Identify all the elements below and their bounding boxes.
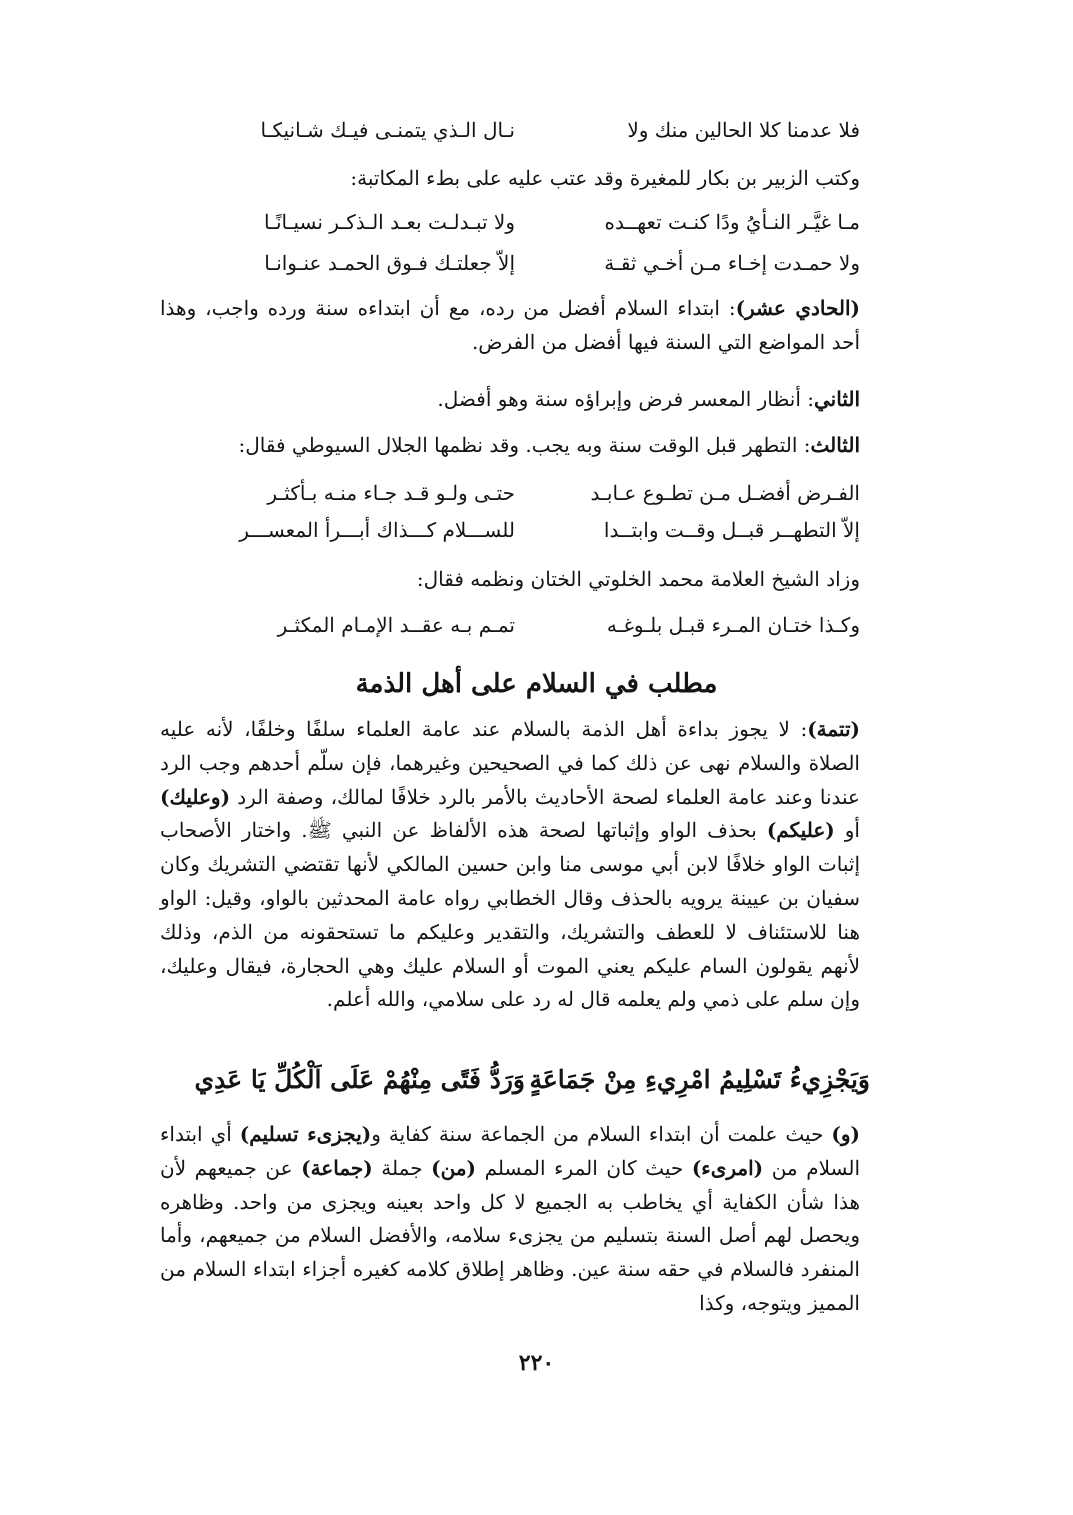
paragraph-text: أو bbox=[834, 818, 860, 843]
paragraph-text: : أنظار المعسر فرض وإبراؤه سنة وهو أفضل. bbox=[437, 387, 814, 411]
term-bold: (امرىء) bbox=[691, 1155, 764, 1180]
paragraph-text: جملة bbox=[372, 1155, 432, 1180]
section-title: مطلب في السلام على أهل الذمة bbox=[355, 669, 718, 699]
paragraph-third bbox=[239, 430, 860, 460]
paragraph-tatimma bbox=[160, 713, 860, 1017]
term-label: (تتمة) bbox=[807, 717, 860, 741]
verse-hemistich-first: وَيَجْزِيءُ تَسْلِيمُ امْرِيءِ مِنْ جَمَاعَةٍ bbox=[529, 1065, 870, 1094]
paragraph-text: بحذف الواو وإثباتها لصحة هذه الألفاظ عن النبي ﷺ. واختار الأصحاب إثبات الواو خلافًا لابن أبي موسى منا وابن حسين المالكي لأنها تقتضي التشريك وكان سفيان بن عيينة يرويه بالحذف وقال الخطابي رواه عامة المحدثين بالواو، وقيل: الواو هنا للاستئناف لا للعطف والتشريك، والتقدير وعليكم ما تستحقونه من الذم، وذلك لأنهم يقولون السام عليكم يعني الموت أو السلام عليك وهي الحجارة، فيقال وعليك، وإن سلم على ذمي ولم يعلمه قال له رد على سلامي، والله أعلم. bbox=[160, 818, 860, 1012]
intro-line: وكتب الزبير بن بكار للمغيرة وقد عتب عليه على بطء المكاتبة: bbox=[350, 166, 860, 190]
verse-hemistich-second: وَرَدُّ فَتًى مِنْهُمْ عَلَى اَلْكُلِّ يَا عَدِي bbox=[194, 1065, 525, 1094]
paragraph-text: أي ابتداء السلام من bbox=[160, 1122, 861, 1180]
paragraph-text: : ابتداء السلام أفضل من رده، مع أن ابتداءه سنة ورده واجب، وهذا أحد المواضع التي السنة فيها أفضل من الفرض. bbox=[160, 296, 860, 354]
term-bold: (يجزىء تسليم) bbox=[239, 1122, 372, 1146]
term-bold: (و) bbox=[831, 1122, 861, 1146]
poem-verse bbox=[200, 115, 860, 145]
page-number: ٢٢٠ bbox=[518, 1350, 555, 1376]
verse-hemistich-second: نـال الـذي يتمنـى فيـك شـانيكـا bbox=[260, 118, 515, 142]
term-bold: (وعليك) bbox=[160, 784, 231, 809]
paragraph-text: حيث علمت أن ابتداء السلام من الجماعة سنة كفاية و bbox=[371, 1122, 832, 1146]
verse-hemistich-first: مـا غيَّـر النـأيُ ودًا كنـت تعهــده bbox=[604, 210, 860, 234]
term-bold: (من) bbox=[431, 1155, 476, 1180]
paragraph-commentary bbox=[160, 1118, 860, 1321]
poem-verse bbox=[200, 207, 860, 237]
term-label: (الحادي عشر) bbox=[735, 296, 860, 320]
paragraph-eleventh bbox=[160, 292, 860, 360]
paragraph-text: : لا يجوز بداءة أهل الذمة بالسلام عند عامة العلماء سلفًا وخلفًا، لأنه عليه الصلاة والسلام نهى عن ذلك كما في الصحيحين وغيرهما، فإن سلّم أحدهم وجب الرد عندنا وعند عامة العلماء لصحة الأحاديث بالأمر بالرد خلافًا لمالك، وصفة الرد bbox=[160, 717, 860, 809]
paragraph-second bbox=[437, 384, 860, 414]
verse-hemistich-second: للســـلام كـــذاك أبـــرأ المعســـر bbox=[239, 518, 515, 542]
verse-hemistich-first: ولا حمـدت إخـاء مـن أخـي ثقـة bbox=[604, 251, 860, 275]
term-label: الثالث bbox=[810, 433, 860, 457]
poem-verse bbox=[200, 478, 860, 508]
paragraph-text: عن جميعهم لأن هذا شأن الكفاية أي يخاطب به الجميع لا كل واحد بعينه ويجزى من واحد. وظاهره ويحصل لهم أصل السنة بتسليم من يجزىء سلامه، والأفضل السلام من جميعهم، وأما المنفرد فالسلام في حقه سنة عين. وظاهر إطلاق كلامه كغيره أجزاء ابتداء السلام من المميز ويتوجه، وكذا bbox=[160, 1155, 860, 1315]
paragraph-text: : التطهر قبل الوقت سنة وبه يجب. وقد نظمها الجلال السيوطي فقال: bbox=[238, 433, 811, 457]
verse-hemistich-second: حتـى ولـو قـد جـاء منـه بـأكثـر bbox=[267, 481, 515, 505]
term-label: الثاني bbox=[813, 387, 860, 411]
verse-hemistich-first: إلاّ التطهــر قبــل وقــت وابتــدا bbox=[603, 518, 860, 542]
poem-verse bbox=[200, 610, 860, 640]
verse-hemistich-second: تمـم بـه عقــد الإمـام المكثـر bbox=[277, 613, 515, 637]
verse-hemistich-second: ولا تبـدلـت بعـد الـذكـر نسيـانًـا bbox=[264, 210, 515, 234]
verse-hemistich-first: فلا عدمنا كلا الحالين منك ولا bbox=[627, 118, 860, 142]
term-bold: (جماعة) bbox=[301, 1155, 373, 1180]
paragraph-text: حيث كان المرء المسلم bbox=[476, 1155, 692, 1180]
verse-hemistich-first: وكـذا ختـان المـرء قبـل بلـوغـه bbox=[606, 613, 860, 637]
verse-hemistich-first: الفـرض أفضـل مـن تطـوع عـابـد bbox=[590, 481, 860, 505]
addition-line: وزاد الشيخ العلامة محمد الخلوتي الختان ونظمه فقال: bbox=[416, 567, 860, 591]
verse-hemistich-second: إلاّ جعلتـك فـوق الحمـد عنـوانـا bbox=[264, 251, 515, 275]
poem-verse bbox=[200, 515, 860, 545]
term-bold: (عليكم) bbox=[766, 818, 835, 843]
main-verse bbox=[194, 1065, 870, 1101]
poem-verse bbox=[200, 248, 860, 278]
